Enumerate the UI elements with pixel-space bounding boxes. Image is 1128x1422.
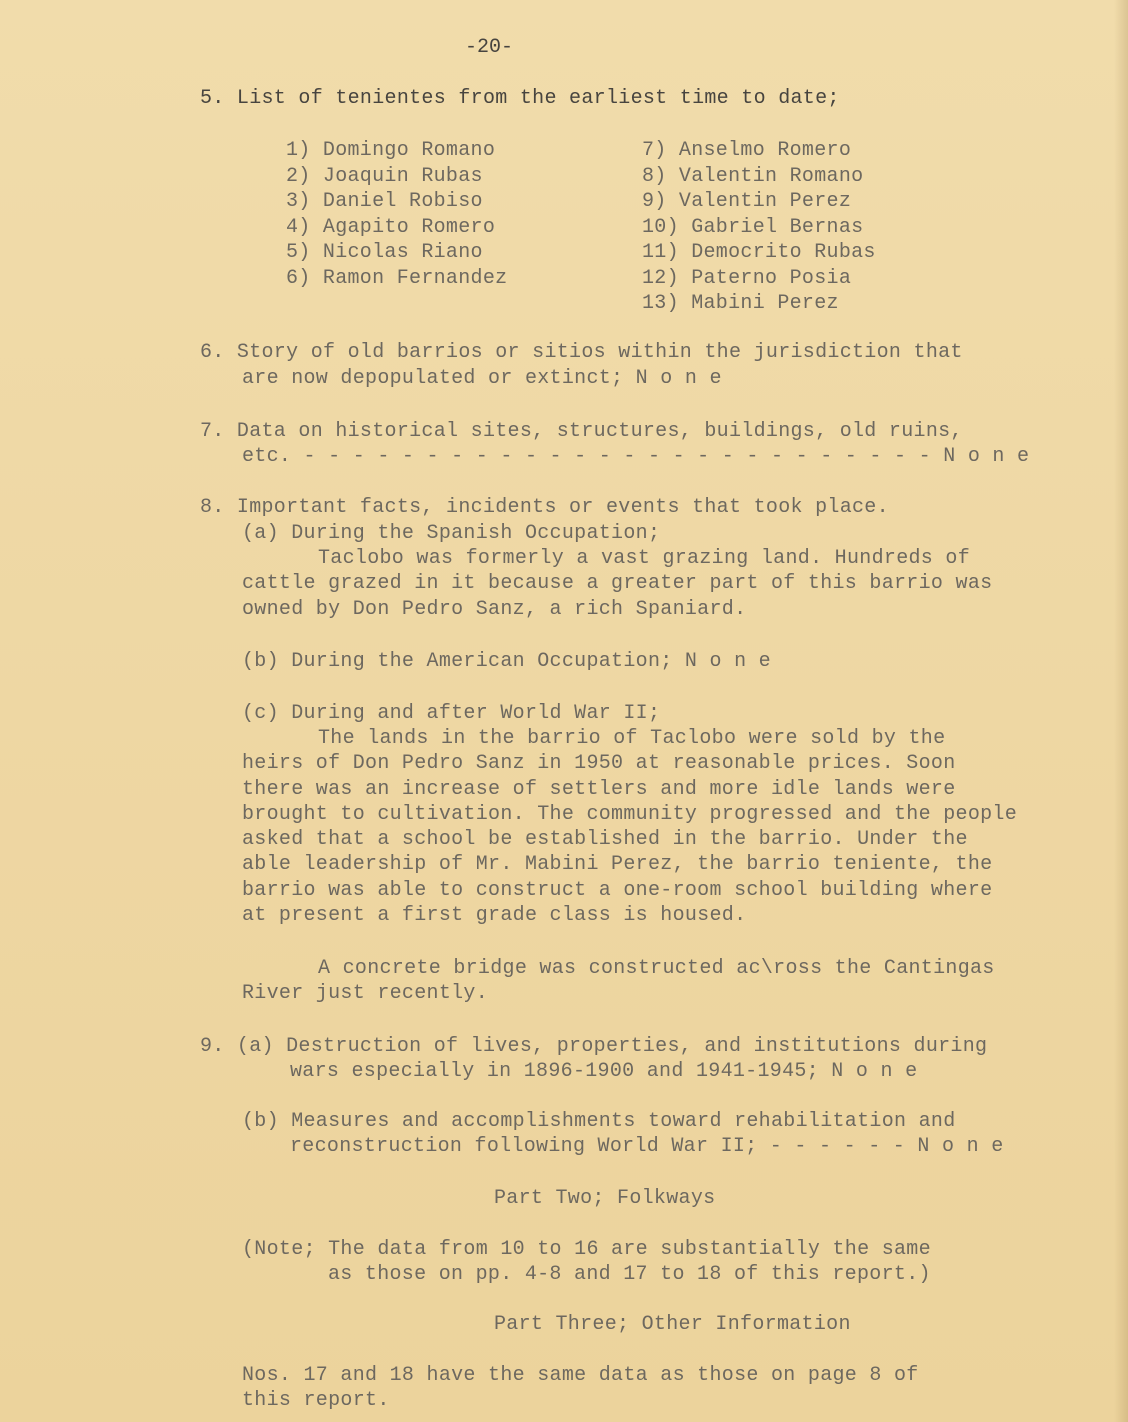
item5-heading: 5. List of tenientes from the earliest time to date; [200,87,840,110]
item8-c-line: there was an increase of settlers and more idle lands were [242,778,956,801]
item9-b-line2: reconstruction following World War II; - - - - - - N o n e [290,1135,1004,1158]
item9-a-line2: wars especially in 1896-1900 and 1941-1945; N o n e [290,1060,918,1083]
teniente-item: 11) Democrito Rubas [642,241,876,264]
item6-line1: 6. Story of old barrios or sitios within the jurisdiction that [200,341,963,364]
teniente-item: 3) Daniel Robiso [286,190,483,213]
part-three-line1: Nos. 17 and 18 have the same data as those on page 8 of [242,1364,919,1387]
item8-c-line: asked that a school be established in the barrio. Under the [242,828,968,851]
teniente-item: 7) Anselmo Romero [642,139,852,162]
teniente-item: 8) Valentin Romano [642,164,864,188]
item8-b-heading: (b) During the American Occupation; N o n e [242,650,771,673]
item8-c-line: barrio was able to construct a one-room school building where [242,879,993,902]
teniente-item: 13) Mabini Perez [642,292,839,315]
tenientes-list-right [642,139,876,318]
item8-c-line: at present a first grade class is housed. [242,904,747,927]
item8-heading: 8. Important facts, incidents or events that took place. [200,496,889,519]
teniente-item: 10) Gabriel Bernas [642,215,864,239]
teniente-item: 12) Paterno Posia [642,266,852,290]
item9-b-line1: (b) Measures and accomplishments toward rehabilitation and [242,1110,956,1133]
item9-a-line1: 9. (a) Destruction of lives, properties, and institutions during [200,1035,988,1058]
item8-a-line: cattle grazed in it because a greater part of this barrio was [242,572,993,595]
item6-line2: are now depopulated or extinct; N o n e [242,367,722,390]
item8-c-heading: (c) During and after World War II; [242,702,661,725]
teniente-item: 5) Nicolas Riano [286,241,483,264]
part-three-line2: this report. [242,1389,390,1412]
teniente-item: 2) Joaquin Rubas [286,164,483,188]
bridge-line: River just recently. [242,982,489,1005]
teniente-item: 4) Agapito Romero [286,215,496,239]
item8-a-heading: (a) During the Spanish Occupation; [242,522,661,545]
teniente-item: 6) Ramon Fernandez [286,266,508,290]
teniente-item: 1) Domingo Romano [286,139,496,162]
part-two-note-line1: (Note; The data from 10 to 16 are substantially the same [242,1238,931,1261]
item8-c-line: heirs of Don Pedro Sanz in 1950 at reasonable prices. Soon [242,752,956,775]
item8-c-line: The lands in the barrio of Taclobo were sold by the [318,727,946,750]
page-number: -20- [465,36,514,59]
item8-a-line: owned by Don Pedro Sanz, a rich Spaniard. [242,598,747,621]
tenientes-list-left [286,139,507,292]
part-three-title: Part Three; Other Information [494,1313,851,1336]
teniente-item: 9) Valentin Perez [642,190,852,213]
item7-line2: etc. - - - - - - - - - - - - - - - - - - - - - - - - - - N o n e [242,445,1030,468]
item7-line1: 7. Data on historical sites, structures, buildings, old ruins, [200,420,963,443]
item8-c-line: able leadership of Mr. Mabini Perez, the barrio teniente, the [242,853,993,876]
item8-a-line: Taclobo was formerly a vast grazing land. Hundreds of [318,547,971,570]
item8-c-line: brought to cultivation. The community progressed and the people [242,803,1018,826]
bridge-line: A concrete bridge was constructed ac\ross the Cantingas [318,957,995,980]
part-two-note-line2: as those on pp. 4-8 and 17 to 18 of this report.) [328,1263,931,1286]
part-two-title: Part Two; Folkways [494,1187,716,1210]
